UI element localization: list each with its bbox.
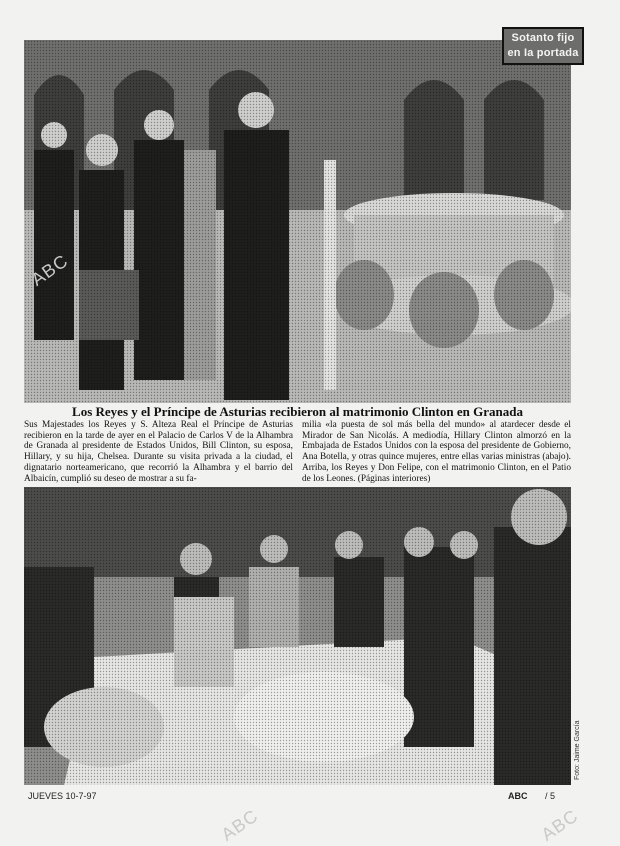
watermark-logo: ABC [217, 805, 262, 845]
badge-line-1: Sotanto fijo [511, 32, 575, 44]
photo-patio-leones [24, 40, 571, 403]
footer-page-number: / 5 [545, 791, 556, 801]
watermark-logo: ABC [27, 250, 72, 290]
badge-line-2: en Ia portada [507, 47, 579, 59]
photo-credit: Foto: Jaime García [574, 720, 581, 780]
headline: Los Reyes y el Príncipe de Asturias recibieron al matrimonio Clinton en Granada [72, 404, 523, 419]
footer-brand: ABC [508, 791, 528, 801]
watermark-logo: ABC [537, 805, 582, 845]
body-column-right: milia «la puesta de sol más bella del mundo» al atardecer desde el Mirador de San Nicolás. A mediodía, Hillary Clinton almorzó en la Embajada de Estados Unidos con la esposa del presidente de Gobierno, Ana Botella, y otras quince mujeres, entre ellas varias ministras (abajo). Arriba, los Reyes y Don Felipe, con el matrimonio Clinton, en el Patio de los Leones. (Páginas interiores) [302, 420, 571, 484]
footer-date: JUEVES 10-7-97 [28, 791, 97, 801]
photo-embassy-lunch [24, 487, 571, 785]
body-column-left: Sus Majestades los Reyes y S. Alteza Real el Príncipe de Asturias recibieron en la tarde de ayer en el Palacio de Carlos V de la Alhambra de Granada al presidente de Estados Unidos, Bill Clinton, su esposa, Hillary, y su hija, Chelsea. Durante su visita privada a la ciudad, el dignatario norteamericano, que recorrió la Alhambra y el barrio del Albaicín, cumplió su deseo de mostrar a su fa- [24, 420, 293, 484]
fixed-cover-badge [502, 27, 584, 65]
